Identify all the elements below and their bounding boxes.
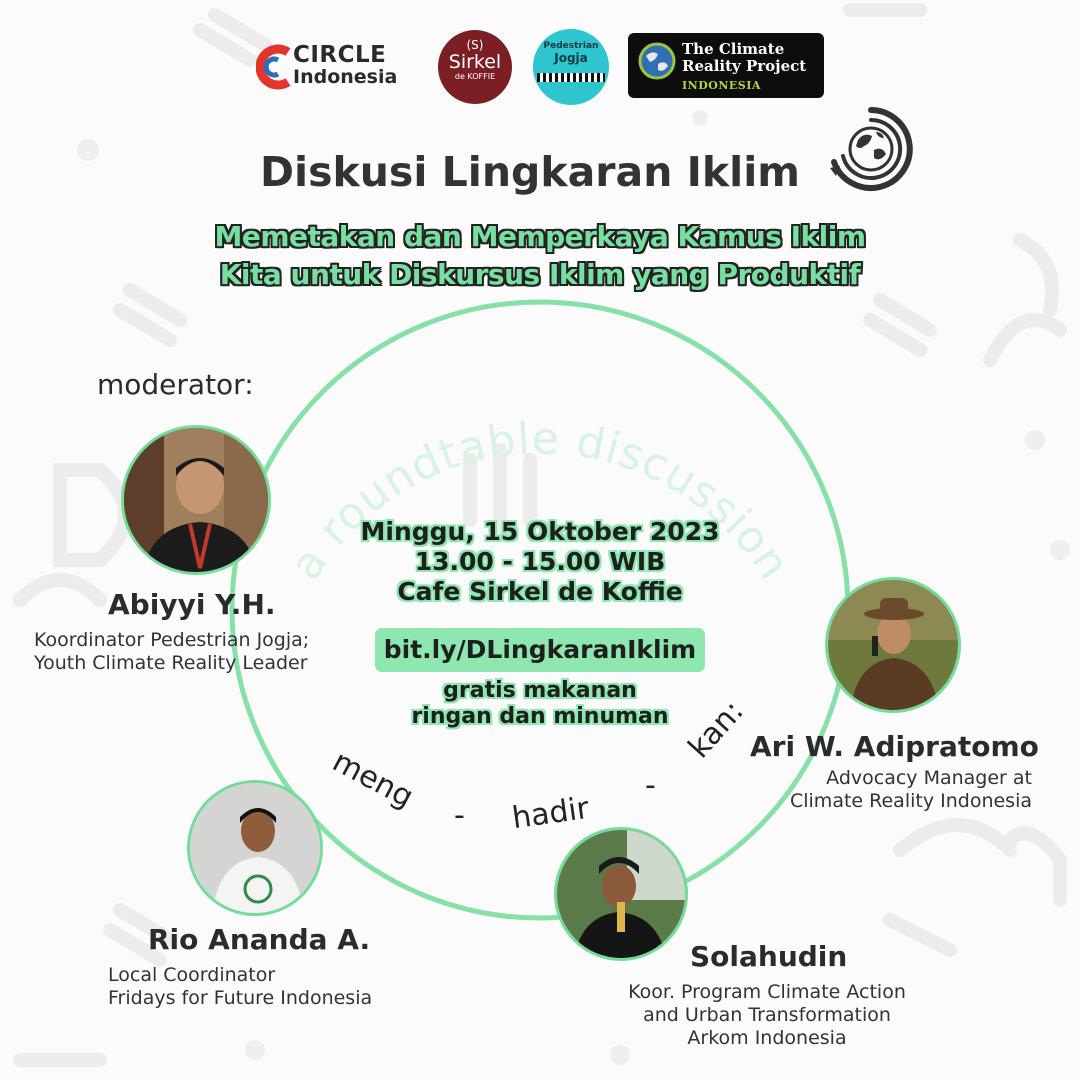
event-place: Cafe Sirkel de Koffie bbox=[397, 577, 683, 606]
pedestrian-logo-line1: Pedestrian bbox=[543, 41, 599, 51]
event-time: 13.00 - 15.00 WIB bbox=[414, 547, 666, 576]
pedestrian-logo-line2: Jogja bbox=[554, 51, 588, 65]
crp-logo-line3: INDONESIA bbox=[682, 79, 761, 92]
sirkel-logo-name: Sirkel bbox=[448, 51, 502, 73]
cta-word-hadir: hadir bbox=[509, 790, 592, 837]
cta-dash: - bbox=[454, 798, 465, 833]
speaker-name: Abiyyi Y.H. bbox=[108, 588, 276, 621]
event-date: Minggu, 15 Oktober 2023 bbox=[360, 517, 720, 546]
cta-dash: - bbox=[645, 768, 656, 803]
page-title: Diskusi Lingkaran Iklim bbox=[259, 148, 801, 196]
crp-logo-line1: The Climate bbox=[682, 40, 785, 58]
speaker-role: Koor. Program Climate Action and Urban Transformation Arkom Indonesia bbox=[628, 981, 906, 1049]
registration-link[interactable]: bit.ly/DLingkaranIklim bbox=[375, 628, 705, 672]
sirkel-logo-mark: (S) bbox=[466, 38, 484, 52]
speaker-role: Koordinator Pedestrian Jogja; Youth Climate Reality Leader bbox=[34, 629, 310, 674]
circle-logo-line1: CIRCLE bbox=[293, 42, 387, 68]
moderator-label: moderator: bbox=[97, 368, 254, 401]
speaker-role: Local Coordinator Fridays for Future Indonesia bbox=[108, 964, 373, 1009]
subtitle-line1: Memetakan dan Memperkaya Kamus Iklim bbox=[214, 220, 866, 253]
subtitle-line2: Kita untuk Diskursus Iklim yang Produktif bbox=[219, 258, 861, 291]
cta-word-kan: kan: bbox=[681, 693, 751, 766]
sirkel-logo-sub: de KOFFIE bbox=[454, 72, 496, 81]
speaker-photo-abiyyi bbox=[121, 425, 271, 575]
crp-logo-line2: Reality Project bbox=[682, 57, 807, 75]
cta-word-meng: meng bbox=[326, 743, 419, 816]
speaker-name: Solahudin bbox=[690, 940, 848, 973]
ring-caption: a roundtable discussion bbox=[280, 413, 800, 589]
speaker-name: Rio Ananda A. bbox=[148, 923, 371, 956]
speaker-role: Advocacy Manager at Climate Reality Indonesia bbox=[789, 767, 1032, 812]
circle-logo-line2: Indonesia bbox=[293, 66, 398, 88]
speaker-name: Ari W. Adipratomo bbox=[750, 730, 1039, 763]
perk-line2: ringan dan minuman bbox=[411, 704, 669, 729]
speaker-photo-ari bbox=[825, 577, 961, 713]
perk-line1: gratis makanan bbox=[443, 678, 637, 703]
speaker-photo-rio bbox=[187, 780, 323, 916]
speaker-photo-solahudin bbox=[554, 827, 688, 961]
